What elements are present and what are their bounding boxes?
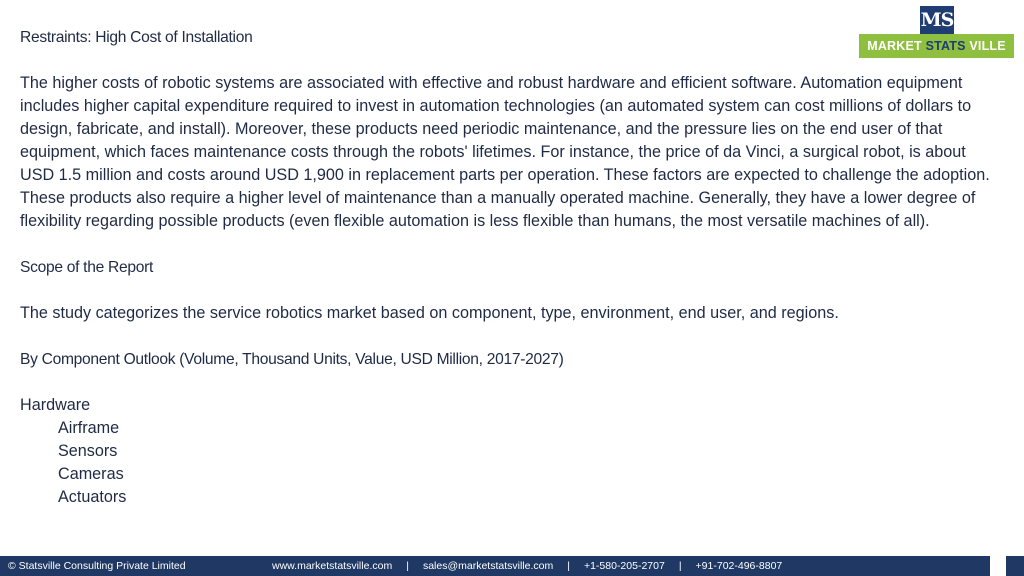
footer-website-link[interactable]: www.marketstatsville.com (272, 560, 393, 572)
logo-word-stats: STATS (925, 39, 966, 53)
component-category-hardware: Hardware (20, 396, 91, 414)
restraints-heading: Restraints: High Cost of Installation (20, 29, 253, 46)
footer-separator: | (406, 560, 409, 572)
restraints-paragraph: The higher costs of robotic systems are associated with effective and robust hardware and efficient software. Automation equipment includes higher capital expenditure required to invest in automation technologies (an automated system can cost millions of dollars to design, fabricate, and install). Moreover, these products need periodic maintenance, and the pressure lies on the end user of that equipment, which faces maintenance costs through the robots' lifetimes. For instance, the price of da Vinci, a surgical robot, is about USD 1.5 million and costs around USD 1,900 in replacement parts per operation. These factors are expected to challenge the adoption. These products also require a higher level of maintenance than a manually operated machine. Generally, they have a lower degree of flexibility regarding possible products (even flexible automation is less flexible than humans, the most versatile machines of all). (20, 74, 990, 230)
footer-email-link[interactable]: sales@marketstatsville.com (422, 560, 554, 572)
footer-contacts (272, 556, 782, 576)
component-item: Airframe (58, 419, 120, 437)
footer-copyright: © Statsville Consulting Private Limited (8, 560, 186, 572)
footer-separator: | (567, 560, 570, 572)
footer-phone-us: +1-580-205-2707 (583, 560, 665, 572)
component-item: Actuators (58, 488, 127, 506)
document-body (20, 26, 990, 509)
footer-bar (0, 556, 1024, 576)
footer-end-block (990, 556, 1006, 576)
logo-word-market: MARKET (867, 39, 926, 53)
spacer (20, 233, 990, 256)
logo-word-ville: VILLE (965, 39, 1006, 53)
scope-paragraph: The study categorizes the service robotics market based on component, type, environment, end user, and regions. (20, 304, 839, 322)
spacer (20, 325, 990, 348)
scope-heading: Scope of the Report (20, 259, 153, 276)
component-item: Sensors (58, 442, 118, 460)
footer-phone-india: +91-702-496-8807 (695, 560, 783, 572)
spacer (20, 49, 990, 72)
spacer (20, 371, 990, 394)
logo-mark: MS (920, 6, 954, 34)
component-outlook-heading: By Component Outlook (Volume, Thousand Units, Value, USD Million, 2017-2027) (20, 351, 564, 368)
spacer (20, 279, 990, 302)
component-item: Cameras (58, 465, 124, 483)
footer-separator: | (678, 560, 682, 572)
